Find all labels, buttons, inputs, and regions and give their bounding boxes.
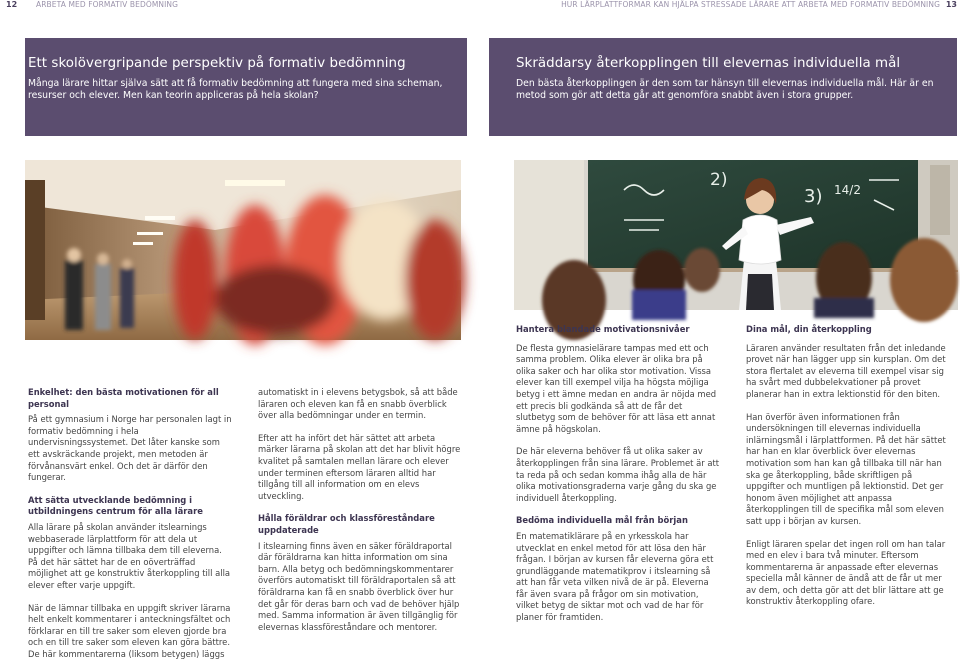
board-text-middle: 3) xyxy=(804,186,823,207)
col2-heading-1: Hålla föräldrar och klassföreståndare uppdaterade xyxy=(258,513,435,535)
column-1 xyxy=(28,387,233,671)
right-page-number: 13 xyxy=(945,0,957,9)
banner-right xyxy=(489,38,957,136)
banner-left-text: Många lärare hittar själva sätt att få formativ bedömning att fungera med sina scheman, resurser och elever. Men kan teorin appliceras på hela skolan? xyxy=(28,78,443,101)
col1-paragraph-1: På ett gymnasium i Norge har personalen lagt in formativ bedömning i hela undervisningssystemet. Det låter kanske som ett avskräckande projekt, men metoden är förvånansvärt enkel. Och det är därför den fungerar. xyxy=(28,414,232,483)
board-text-fraction: 14/2 xyxy=(834,183,861,197)
col3-heading-1: Hantera blandade motivationsnivåer xyxy=(516,324,690,334)
col3-paragraph-2: De här eleverna behöver få ut olika saker av återkopplingen från sina lärare. Problemet är att ta reda på och sedan komma ihåg alla de här olika motivationsgraderna varje gång du ska ge individuell återkoppling. xyxy=(516,446,720,503)
col3-heading-2: Bedöma individuella mål från början xyxy=(516,515,688,526)
classroom-photo xyxy=(514,160,958,310)
banner-right-title: Skräddarsy återkopplingen till elevernas individuella mål xyxy=(516,56,901,71)
col1-heading-2: Att sätta utvecklande bedömning i utbildningens centrum för alla lärare xyxy=(28,494,203,517)
left-page-number: 12 xyxy=(6,0,18,9)
running-header xyxy=(0,0,960,10)
corridor-photo xyxy=(25,160,461,340)
banner-left-title: Ett skolövergripande perspektiv på formativ bedömning xyxy=(28,56,406,71)
col1-paragraph-2: Alla lärare på skolan använder itslearnings webbaserade lärplattform för att dela ut uppgifter och lämna tillbaka dem till eleverna. På det här sättet har de en oöverträffad möjlighet att ge konstruktiv återkoppling till alla elever efter varje uppgift. xyxy=(28,521,231,590)
col1-heading-1: Enkelhet: den bästa motivationen för all personal xyxy=(28,387,219,409)
left-running-title: ARBETA MED FORMATIV BEDÖMNING xyxy=(36,0,179,9)
col3-paragraph-3: En matematiklärare på en yrkesskola har utvecklat en enkel metod för att lösa den här frågan. I början av kursen får eleverna göra ett grundläggande matematikprov i itslearning så att han får veta vilken nivå de är på. Eleverna får även svara på frågor om sin motivation, vilket betyg de siktar mot och vad de har för planer för framtiden. xyxy=(516,530,714,623)
col2-paragraph-1: automatiskt in i elevens betygsbok, så att både läraren och eleven kan få en snabb överblick över alla bedömningar under en termin. xyxy=(258,387,458,421)
col4-paragraph-1: Läraren använder resultaten från det inledande provet när han lägger upp sin kursplan. Om det stora flertalet av eleverna till exempel visar sig ha svårt med dubbelekvationer på provet planerar han in extra lektionstid för den biten. xyxy=(746,342,946,399)
col4-paragraph-2: Han överför även informationen från undersökningen till elevernas individuella inlärningsmål i lärplattformen. På det här sättet har han en klar överblick över elevernas motivation som han kan gå tillbaka till när han ska ge återkoppling, både skriftligen på uppgifter och muntligen på lektionstid. Det ger honom även möjlighet att anpassa återkopplingen till de specifika mål som eleven satt upp i början av kursen. xyxy=(746,411,946,526)
banner-right-text: Den bästa återkopplingen är den som tar hänsyn till elevernas individuella mål. Här är en metod som gör att detta går att genomföra snabbt även i stora grupper. xyxy=(516,78,934,101)
column-4 xyxy=(746,324,951,619)
banner-left xyxy=(25,38,467,136)
col2-paragraph-2: Efter att ha infört det här sättet att arbeta märker lärarna på skolan att det har blivit högre kvalitet på samtalen mellan lärare och elever under terminen eftersom läraren alltid har tillgång till all information om en elevs utveckling. xyxy=(258,432,461,501)
board-text-left: 2) xyxy=(710,170,728,190)
col3-paragraph-1: De flesta gymnasielärare tampas med ett och samma problem. Olika elever är olika bra på olika saker och har olika stor motivation. Vissa elever kan till exempel vilja ha högsta möjliga betyg i ett ämne medan en andra är nöjda med ett precis bli godkända så att de får det slutbetyg som de behöver för att läsa ett annat ämne på högskolan. xyxy=(516,342,717,434)
column-3 xyxy=(516,324,721,635)
col4-heading-1: Dina mål, din återkoppling xyxy=(746,324,872,334)
col1-paragraph-3: När de lämnar tillbaka en uppgift skriver lärarna helt enkelt kommentarer i anteckningsfältet och förklarar en till tre saker som eleven gjorde bra och en till tre saker som eleven kan göra bättre. De här kommentarerna (liksom betygen) läggs xyxy=(28,602,231,659)
col2-paragraph-3: I itslearning finns även en säker föräldraportal där föräldrarna kan hitta information om sina barn. Alla betyg och bedömningskommentarer överförs automatiskt till föräldraportalen så att föräldrarna kan få en snabb överblick över hur det går för deras barn och vad de behöver hjälp med. Samma information är även tillgänglig för elevernas klassföreståndare och mentorer. xyxy=(258,540,460,632)
col4-paragraph-3: Enligt läraren spelar det ingen roll om han talar med en elev i bara två minuter. Eftersom kommentarerna är anpassade efter elevernas speciella mål känner de ändå att de får ut mer av dem, och detta gör att det blir lättare att ge konstruktiv återkoppling ofare. xyxy=(746,538,946,607)
right-running-title: HUR LÄRPLATTFORMAR KAN HJÄLPA STRESSADE LÄRARE ATT ARBETA MED FORMATIV BEDÖMNING xyxy=(561,0,940,9)
column-2 xyxy=(258,387,463,644)
